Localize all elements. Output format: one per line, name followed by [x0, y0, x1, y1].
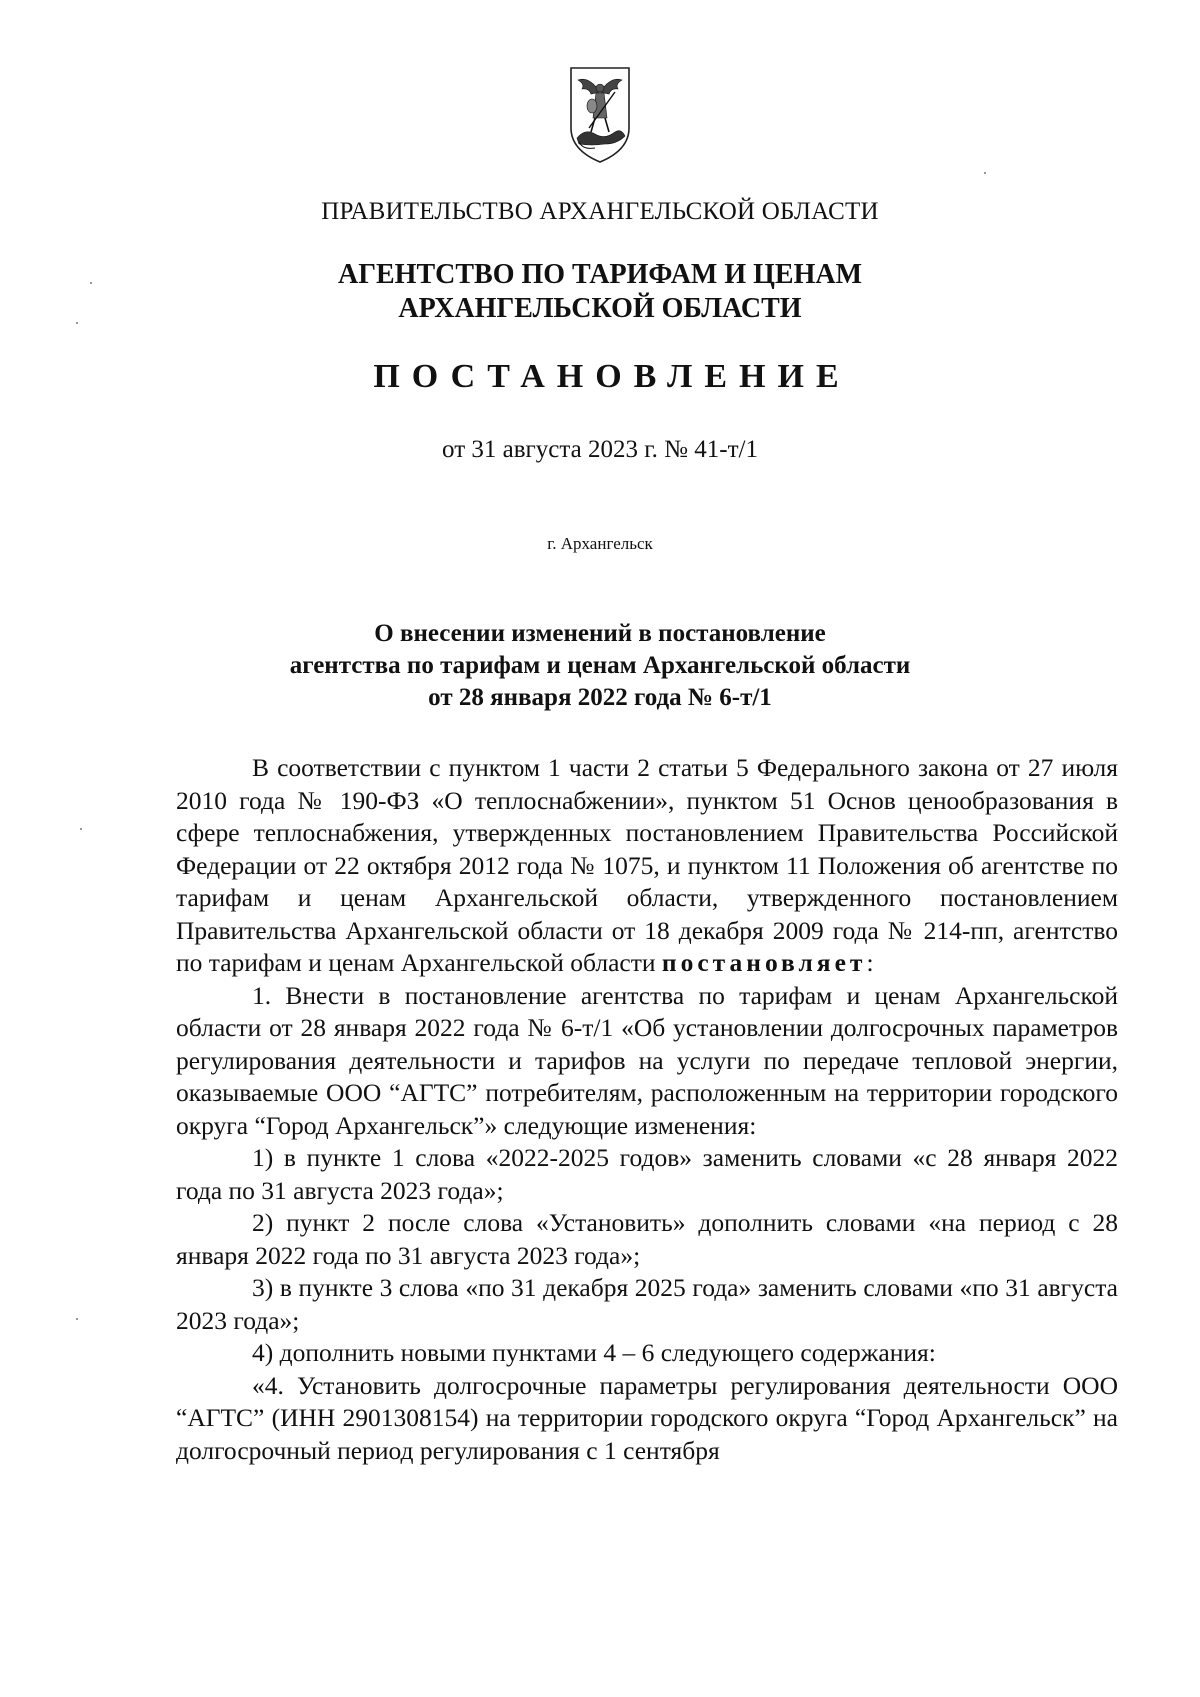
document-title-line3: от 28 января 2022 года № 6-т/1	[428, 684, 772, 711]
scan-speck	[90, 282, 92, 284]
decree-keyword: постановляет	[661, 948, 867, 977]
paragraph-new-item-4: «4. Установить долгосрочные параметры регулирования деятельности ООО “АГТС” (ИНН 2901308154) на территории городского округа “Город Архангельск” на долгосрочный период регулирования с 1 сентября	[176, 1370, 1118, 1465]
paragraph-subitem-2: 2) пункт 2 после слова «Установить» дополнить словами «на период с 28 января 2022 года по 31 августа 2023 года»;	[176, 1208, 1118, 1270]
paragraph-subitem-4: 4) дополнить новыми пунктами 4 – 6 следующего содержания:	[252, 1338, 936, 1367]
document-body	[176, 752, 1118, 1467]
paragraph-item-1: 1. Внести в постановление агентства по тарифам и ценам Архангельской области от 28 января 2022 года № 6-т/1 «Об установлении долгосрочных параметров регулирования деятельности и тарифов на услуги по передаче тепловой энергии, оказываемые ООО “АГТС” потребителям, расположенным на территории городского округа “Город Архангельск”» следующие изменения:	[176, 980, 1118, 1140]
coat-of-arms-icon	[565, 58, 635, 166]
scan-speck	[984, 172, 986, 174]
preamble-colon: :	[866, 948, 874, 977]
agency-name-line1: АГЕНТСТВО ПО ТАРИФАМ И ЦЕНАМ	[337, 259, 863, 290]
document-title	[0, 618, 1200, 714]
preamble-text: В соответствии с пунктом 1 части 2 статьи 5 Федерального закона от 27 июля 2010 года № 190-ФЗ «О теплоснабжении», пунктом 51 Основ ценообразования в сфере теплоснабжения, утвержденных постановлением Правительства Российской Федерации от 22 октября 2012 года № 1075, и пунктом 11 Положения об агентстве по тарифам и ценам Архангельской области, утвержденного постановлением Правительства Архангельской области от 18 декабря 2009 года № 214-пп, агентство по тарифам и ценам Архангельской области	[176, 753, 1118, 977]
document-city: г. Архангельск	[547, 534, 653, 553]
agency-name	[0, 258, 1200, 326]
scan-speck	[80, 828, 82, 830]
document-title-line2: агентства по тарифам и ценам Архангельской области	[289, 652, 911, 679]
paragraph-preamble	[176, 752, 1118, 980]
paragraph-subitem-1: 1) в пункте 1 слова «2022-2025 годов» заменить словами «с 28 января 2022 года по 31 августа 2023 года»;	[176, 1143, 1118, 1205]
document-type: ПОСТАНОВЛЕНИЕ	[373, 358, 851, 395]
paragraph-subitem-3: 3) в пункте 3 слова «по 31 декабря 2025 года» заменить словами «по 31 августа 2023 года»;	[176, 1273, 1118, 1335]
government-name: ПРАВИТЕЛЬСТВО АРХАНГЕЛЬСКОЙ ОБЛАСТИ	[321, 198, 879, 225]
scan-speck	[76, 322, 78, 324]
scan-speck	[76, 1318, 78, 1320]
document-title-line1: О внесении изменений в постановление	[374, 620, 826, 647]
agency-name-line2: АРХАНГЕЛЬСКОЙ ОБЛАСТИ	[398, 293, 802, 324]
document-date-number: от 31 августа 2023 г. № 41-т/1	[442, 436, 758, 463]
